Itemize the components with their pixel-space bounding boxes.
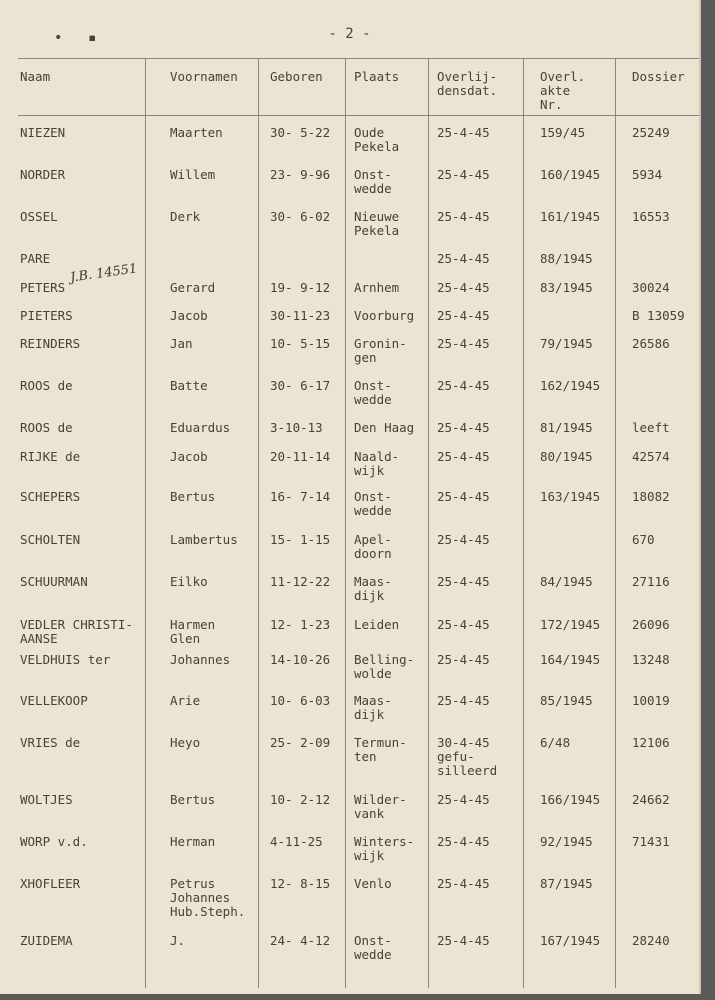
cell-place: Maas- dijk: [354, 574, 392, 603]
cell-death-date: 25-4-45: [437, 532, 490, 547]
cell-dossier-number: 28240: [632, 933, 670, 948]
cell-place: Onst- wedde: [354, 167, 392, 196]
cell-death-date: 25-4-45: [437, 933, 490, 948]
cell-death-date: 25-4-45: [437, 574, 490, 589]
cell-birth-date: 30- 6-17: [270, 378, 331, 393]
cell-place: Oude Pekela: [354, 125, 400, 154]
cell-death-certificate-number: 159/45: [540, 125, 586, 140]
cell-name: WORP v.d.: [20, 834, 88, 849]
cell-place: Maas- dijk: [354, 693, 392, 722]
column-divider: [523, 58, 524, 988]
cell-first-names: Jacob: [170, 308, 208, 323]
cell-first-names: Arie: [170, 693, 201, 708]
column-header-death-date: Overlij- densdat.: [437, 69, 498, 98]
cell-death-date: 25-4-45: [437, 652, 490, 667]
column-header-dossier-number: Dossier: [632, 69, 685, 84]
cell-first-names: Batte: [170, 378, 208, 393]
cell-death-date: 25-4-45: [437, 336, 490, 351]
cell-birth-date: 20-11-14: [270, 449, 331, 464]
cell-death-certificate-number: 83/1945: [540, 280, 593, 295]
cell-first-names: Eduardus: [170, 420, 231, 435]
cell-death-date: 25-4-45: [437, 167, 490, 182]
cell-name: WOLTJES: [20, 792, 73, 807]
cell-death-date: 25-4-45: [437, 209, 490, 224]
cell-first-names: Harmen Glen: [170, 617, 216, 646]
cell-first-names: Jan: [170, 336, 193, 351]
cell-place: Onst- wedde: [354, 933, 392, 962]
cell-death-certificate-number: 164/1945: [540, 652, 601, 667]
cell-death-date: 30-4-45 gefu- silleerd: [437, 735, 498, 778]
cell-death-date: 25-4-45: [437, 617, 490, 632]
column-divider: [258, 58, 259, 988]
cell-dossier-number: 42574: [632, 449, 670, 464]
column-header-birth-date: Geboren: [270, 69, 323, 84]
cell-death-certificate-number: 88/1945: [540, 251, 593, 266]
cell-birth-date: 30- 6-02: [270, 209, 331, 224]
cell-place: Voorburg: [354, 308, 415, 323]
cell-place: Den Haag: [354, 420, 415, 435]
cell-place: Nieuwe Pekela: [354, 209, 400, 238]
cell-name: XHOFLEER: [20, 876, 81, 891]
cell-death-certificate-number: 6/48: [540, 735, 571, 750]
cell-birth-date: 10- 2-12: [270, 792, 331, 807]
cell-first-names: Herman: [170, 834, 216, 849]
cell-death-certificate-number: 80/1945: [540, 449, 593, 464]
cell-death-certificate-number: 84/1945: [540, 574, 593, 589]
cell-place: Onst- wedde: [354, 378, 392, 407]
cell-death-certificate-number: 85/1945: [540, 693, 593, 708]
column-divider: [345, 58, 346, 988]
cell-birth-date: 3-10-13: [270, 420, 323, 435]
handwritten-annotation: J.B. 14551: [69, 261, 139, 286]
cell-death-certificate-number: 163/1945: [540, 489, 601, 504]
cell-death-certificate-number: 161/1945: [540, 209, 601, 224]
cell-first-names: J.: [170, 933, 186, 948]
cell-death-date: 25-4-45: [437, 308, 490, 323]
cell-death-date: 25-4-45: [437, 876, 490, 891]
cell-death-date: 25-4-45: [437, 834, 490, 849]
cell-dossier-number: 26586: [632, 336, 670, 351]
cell-place: Arnhem: [354, 280, 400, 295]
cell-birth-date: 23- 9-96: [270, 167, 331, 182]
cell-dossier-number: 670: [632, 532, 655, 547]
cell-death-date: 25-4-45: [437, 693, 490, 708]
cell-place: Leiden: [354, 617, 400, 632]
cell-birth-date: 14-10-26: [270, 652, 331, 667]
cell-death-certificate-number: 166/1945: [540, 792, 601, 807]
cell-name: PETERS: [20, 280, 66, 295]
cell-death-date: 25-4-45: [437, 125, 490, 140]
cell-place: Onst- wedde: [354, 489, 392, 518]
cell-birth-date: 12- 8-15: [270, 876, 331, 891]
cell-dossier-number: leeft: [632, 420, 670, 435]
cell-name: REINDERS: [20, 336, 81, 351]
column-divider: [428, 58, 429, 988]
cell-dossier-number: 25249: [632, 125, 670, 140]
cell-first-names: Gerard: [170, 280, 216, 295]
cell-dossier-number: 10019: [632, 693, 670, 708]
cell-place: Belling- wolde: [354, 652, 415, 681]
cell-dossier-number: B 13059: [632, 308, 685, 323]
cell-birth-date: 10- 5-15: [270, 336, 331, 351]
cell-dossier-number: 71431: [632, 834, 670, 849]
cell-name: ZUIDEMA: [20, 933, 73, 948]
cell-name: VEDLER CHRISTI- AANSE: [20, 617, 133, 646]
header-mark: •: [54, 30, 63, 46]
cell-first-names: Bertus: [170, 792, 216, 807]
cell-death-certificate-number: 167/1945: [540, 933, 601, 948]
column-header-name: Naam: [20, 69, 51, 84]
cell-dossier-number: 13248: [632, 652, 670, 667]
cell-first-names: Heyo: [170, 735, 201, 750]
cell-death-certificate-number: 79/1945: [540, 336, 593, 351]
cell-name: SCHOLTEN: [20, 532, 81, 547]
cell-death-certificate-number: 162/1945: [540, 378, 601, 393]
cell-birth-date: 12- 1-23: [270, 617, 331, 632]
cell-death-date: 25-4-45: [437, 280, 490, 295]
cell-name: ROOS de: [20, 378, 73, 393]
page-number: - 2 -: [328, 26, 371, 42]
cell-birth-date: 25- 2-09: [270, 735, 331, 750]
cell-death-date: 25-4-45: [437, 489, 490, 504]
cell-first-names: Bertus: [170, 489, 216, 504]
cell-birth-date: 24- 4-12: [270, 933, 331, 948]
table-top-rule: [18, 58, 699, 59]
cell-dossier-number: 12106: [632, 735, 670, 750]
cell-birth-date: 30-11-23: [270, 308, 331, 323]
cell-death-date: 25-4-45: [437, 449, 490, 464]
cell-death-date: 25-4-45: [437, 378, 490, 393]
column-divider: [145, 58, 146, 988]
table-header-rule: [18, 115, 699, 116]
cell-first-names: Willem: [170, 167, 216, 182]
cell-name: NIEZEN: [20, 125, 66, 140]
cell-name: VELDHUIS ter: [20, 652, 111, 667]
column-header-place: Plaats: [354, 69, 400, 84]
cell-place: Venlo: [354, 876, 392, 891]
cell-place: Winters- wijk: [354, 834, 415, 863]
cell-first-names: Eilko: [170, 574, 208, 589]
cell-death-certificate-number: 81/1945: [540, 420, 593, 435]
cell-birth-date: 16- 7-14: [270, 489, 331, 504]
column-header-first-names: Voornamen: [170, 69, 238, 84]
cell-dossier-number: 26096: [632, 617, 670, 632]
cell-name: OSSEL: [20, 209, 58, 224]
cell-name: SCHEPERS: [20, 489, 81, 504]
cell-death-certificate-number: 172/1945: [540, 617, 601, 632]
column-header-death-certificate-number: Overl. akte Nr.: [540, 69, 586, 112]
cell-birth-date: 30- 5-22: [270, 125, 331, 140]
cell-place: Naald- wijk: [354, 449, 400, 478]
cell-place: Apel- doorn: [354, 532, 392, 561]
cell-death-certificate-number: 87/1945: [540, 876, 593, 891]
cell-death-certificate-number: 92/1945: [540, 834, 593, 849]
cell-first-names: Johannes: [170, 652, 231, 667]
cell-dossier-number: 30024: [632, 280, 670, 295]
cell-death-date: 25-4-45: [437, 792, 490, 807]
cell-dossier-number: 27116: [632, 574, 670, 589]
cell-death-date: 25-4-45: [437, 420, 490, 435]
cell-name: PIETERS: [20, 308, 73, 323]
cell-place: Wilder- vank: [354, 792, 407, 821]
cell-dossier-number: 24662: [632, 792, 670, 807]
cell-name: PARE: [20, 251, 51, 266]
cell-first-names: Petrus Johannes Hub.Steph.: [170, 876, 246, 919]
cell-first-names: Maarten: [170, 125, 223, 140]
cell-place: Termun- ten: [354, 735, 407, 764]
cell-name: NORDER: [20, 167, 66, 182]
cell-first-names: Derk: [170, 209, 201, 224]
cell-first-names: Lambertus: [170, 532, 238, 547]
cell-birth-date: 19- 9-12: [270, 280, 331, 295]
cell-dossier-number: 5934: [632, 167, 663, 182]
column-divider: [615, 58, 616, 988]
cell-name: ROOS de: [20, 420, 73, 435]
cell-name: RIJKE de: [20, 449, 81, 464]
cell-birth-date: 11-12-22: [270, 574, 331, 589]
cell-dossier-number: 18082: [632, 489, 670, 504]
cell-birth-date: 10- 6-03: [270, 693, 331, 708]
cell-birth-date: 15- 1-15: [270, 532, 331, 547]
cell-death-certificate-number: 160/1945: [540, 167, 601, 182]
cell-birth-date: 4-11-25: [270, 834, 323, 849]
cell-place: Gronin- gen: [354, 336, 407, 365]
cell-first-names: Jacob: [170, 449, 208, 464]
header-mark: ▪: [88, 30, 97, 46]
cell-dossier-number: 16553: [632, 209, 670, 224]
cell-name: SCHUURMAN: [20, 574, 88, 589]
cell-name: VRIES de: [20, 735, 81, 750]
cell-death-date: 25-4-45: [437, 251, 490, 266]
cell-name: VELLEKOOP: [20, 693, 88, 708]
